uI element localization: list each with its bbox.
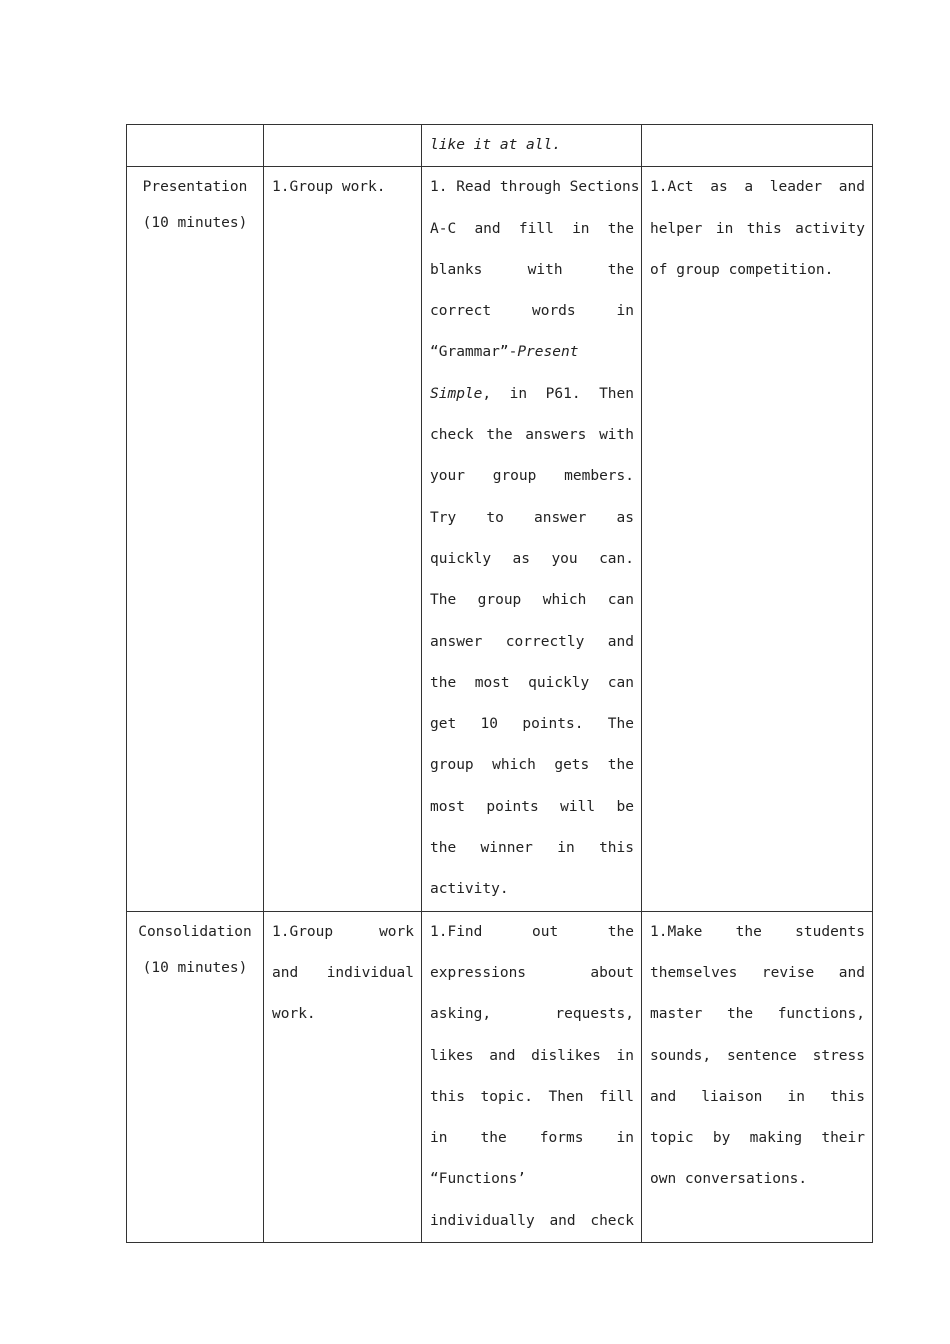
activity-line: check the answers with: [430, 427, 634, 444]
purpose-line: themselves revise and: [650, 964, 865, 981]
interaction-line: work.: [272, 1006, 316, 1023]
activity-line: in the forms in: [430, 1130, 634, 1147]
activity-text-italic: Present: [517, 344, 579, 361]
activity-line: get 10 points. The: [430, 716, 634, 733]
activity-text: “Grammar”-: [430, 344, 518, 361]
interaction-cell: [264, 167, 422, 911]
stage-duration: (10 minutes): [142, 959, 248, 976]
activity-line: this topic. Then fill: [430, 1088, 634, 1105]
table-row: [127, 911, 873, 1242]
stage-cell: [127, 911, 264, 1242]
interaction-line: and individual: [272, 964, 414, 981]
interaction-cell: [264, 125, 422, 167]
activity-line: [430, 374, 634, 415]
purpose-line: 1.Make the students: [650, 923, 865, 940]
purpose-cell: [642, 167, 873, 911]
stage-cell: [127, 167, 264, 911]
activity-line: likes and dislikes in: [430, 1047, 634, 1064]
purpose-line: 1.Act as a leader and: [650, 179, 865, 196]
purpose-line: master the functions,: [650, 1006, 865, 1023]
activity-line: your group members.: [430, 468, 634, 485]
activity-line: the most quickly can: [430, 674, 634, 691]
purpose-cell: [642, 911, 873, 1242]
activity-line: 1.Find out the: [430, 923, 634, 940]
activity-line: A-C and fill in the: [430, 220, 634, 237]
stage-cell: [127, 125, 264, 167]
purpose-line: topic by making their: [650, 1130, 865, 1147]
purpose-line: helper in this activity: [650, 220, 865, 237]
interaction-cell: [264, 911, 422, 1242]
activity-cell: [422, 911, 642, 1242]
activity-line: Try to answer as: [430, 509, 634, 526]
activity-line: asking, requests,: [430, 1006, 634, 1023]
activity-line: most points will be: [430, 798, 634, 815]
activity-line: group which gets the: [430, 757, 634, 774]
interaction-line: 1.Group work: [272, 923, 414, 940]
stage-duration: (10 minutes): [142, 215, 248, 232]
activity-line: answer correctly and: [430, 633, 634, 650]
stage-label: Presentation: [142, 179, 248, 196]
activity-line: [430, 332, 634, 373]
stage-label: Consolidation: [138, 923, 252, 940]
activity-line: The group which can: [430, 592, 634, 609]
activity-line: “Functions’: [430, 1171, 527, 1188]
activity-line: like it at all.: [430, 137, 561, 153]
activity-line: individually and check: [430, 1212, 634, 1229]
purpose-line: sounds, sentence stress: [650, 1047, 865, 1064]
purpose-cell: [642, 125, 873, 167]
activity-line: the winner in this: [430, 840, 634, 857]
activity-line: blanks with the: [430, 261, 634, 278]
activity-text: , in P61. Then: [482, 385, 634, 402]
lesson-plan-table: [126, 124, 873, 1243]
purpose-line: and liaison in this: [650, 1088, 865, 1105]
activity-cell: [422, 167, 642, 911]
interaction-text: 1.Group work.: [272, 179, 386, 196]
activity-line: expressions about: [430, 964, 634, 981]
purpose-line: own conversations.: [650, 1171, 808, 1188]
activity-line: correct words in: [430, 303, 634, 320]
activity-text-italic: Simple: [430, 385, 483, 402]
purpose-line: of group competition.: [650, 261, 834, 278]
activity-cell: [422, 125, 642, 167]
table-row: [127, 167, 873, 911]
activity-line: 1. Read through Sections: [430, 179, 640, 196]
activity-line: quickly as you can.: [430, 550, 634, 567]
table-row: [127, 125, 873, 167]
activity-line: activity.: [430, 881, 509, 898]
